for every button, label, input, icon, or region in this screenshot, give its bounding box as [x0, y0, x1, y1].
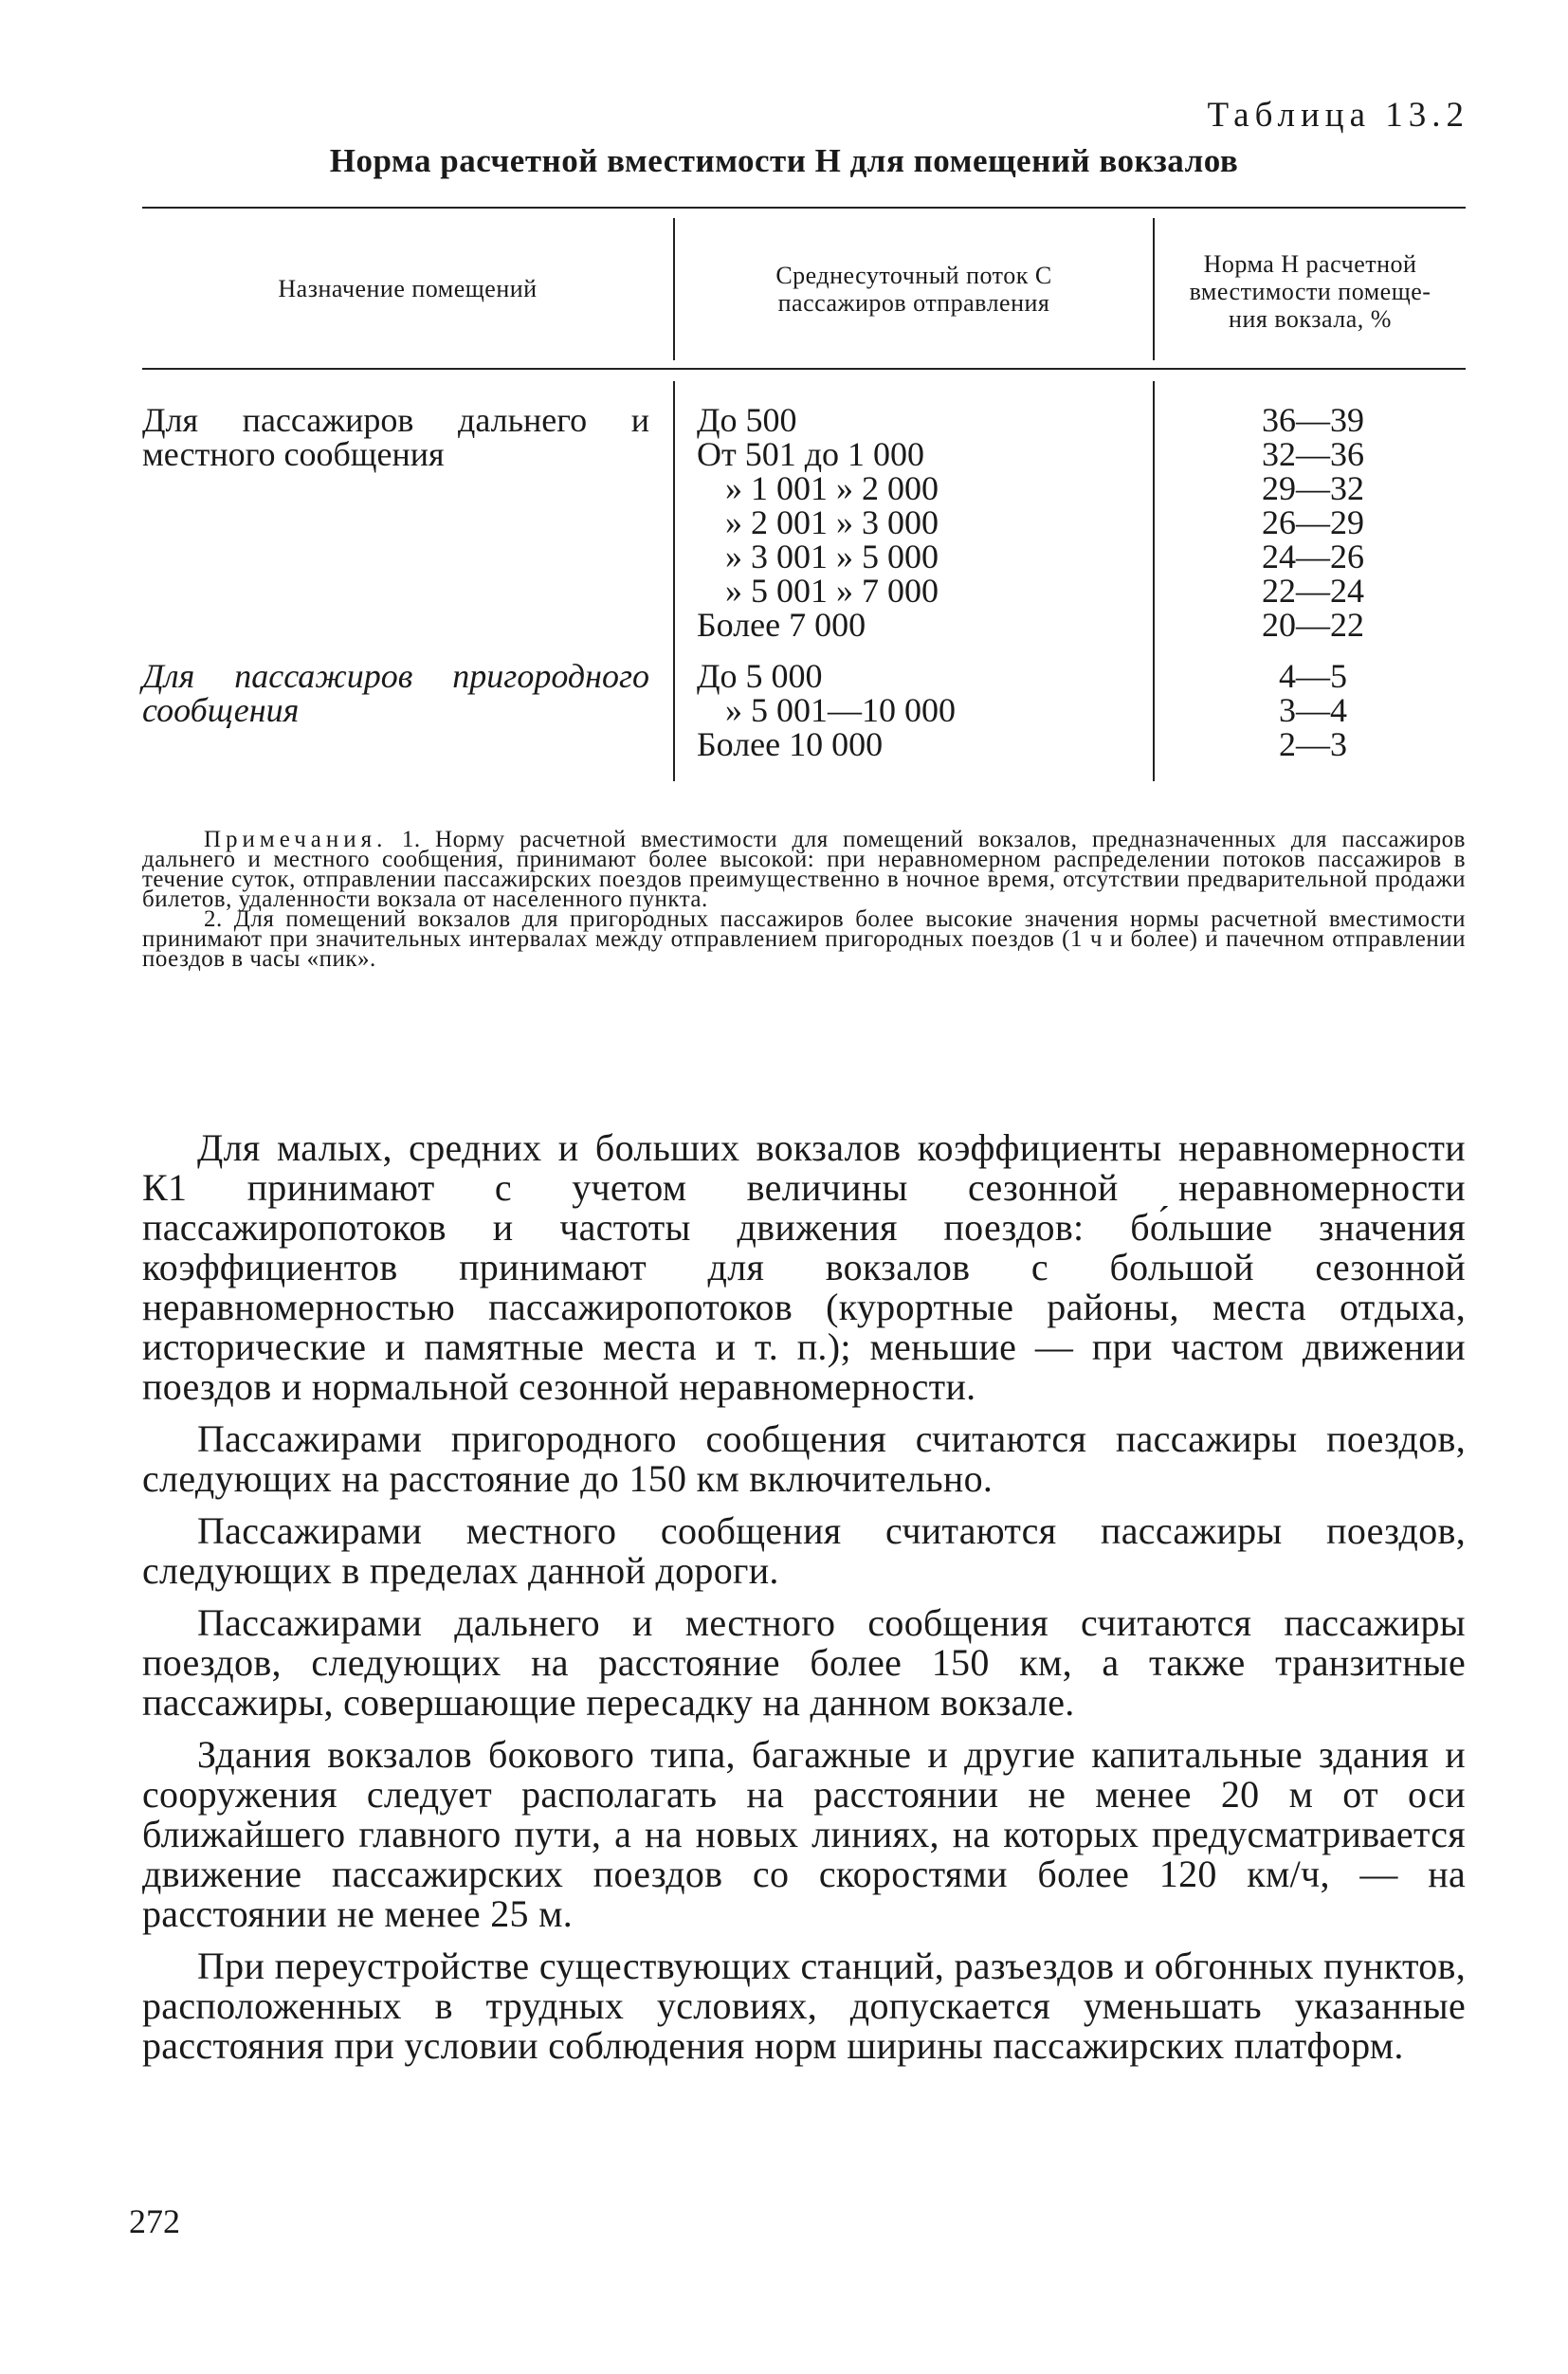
body-divider-2 — [1153, 381, 1155, 781]
table-row-suburban-norms: 4—5 3—4 2—3 — [1279, 657, 1347, 763]
page-number: 272 — [129, 2202, 180, 2240]
table-row-suburban-purpose: Для пассажиров пригородного сообщения — [142, 657, 649, 729]
table-row-suburban-flows: До 5 000 » 5 001—10 000 Более 10 000 — [697, 657, 956, 763]
header-purpose: Назначение помещений — [278, 275, 538, 302]
header-flow: Среднесуточный поток С пассажиров отправления — [775, 262, 1052, 317]
header-norm: Норма Н расчетной вместимости помеще- ния вокзала, % — [1189, 250, 1431, 333]
table-row-long-distance-flows: До 500 От 501 до 1 000 » 1 001 » 2 000 » 2 001 » 3 000 » 3 001 » 5 000 » 5 001 » 7 000 Более 7 000 — [697, 401, 939, 644]
paragraph: Здания вокзалов бокового типа, багажные и другие капитальные здания и сооружения следует располагать на расстоянии не менее 20 м от оси ближайшего главного пути, а на новых линиях, на которых предусматривается движение пассажирских поездов со скоростями более 120 км/ч, — на расстоянии не менее 25 м. — [142, 1733, 1466, 1935]
table-header-rule — [142, 368, 1466, 370]
table-top-rule — [142, 207, 1466, 209]
paragraph: При переустройстве существующих станций, разъездов и обгонных пунктов, расположенных в трудных условиях, допускается уменьшать указанные расстояния при условии соблюдения норм ширины пассажирских платформ. — [142, 1945, 1466, 2067]
table-row-long-distance-purpose: Для пассажиров дальнего и местного сообщения — [142, 401, 649, 473]
note-1: Примечания. 1. Норму расчетной вместимости для помещений вокзалов, предназначенных для пассажиров дальнего и местного сообщения, принимают более высокой: при неравномерном распределении потоков пассажиров в течение суток, отправлении пассажирских поездов преимущественно в ночное время, отсутствии предварительной продажи билетов, удаленности вокзала от населенного пункта. — [142, 827, 1466, 912]
paragraph: Для малых, средних и больших вокзалов коэффициенты неравномерности К1 принимают с учетом величины сезонной неравномерности пассажиропотоков и частоты движения поездов: бо́льшие значения коэффициентов принимают для вокзалов с большой сезонной неравномерностью пассажиропотоков (курортные районы, места отдыха, исторические и памятные места и т. п.); меньшие — при частом движении поездов и нормальной сезонной неравномерности. — [142, 1126, 1466, 1408]
paragraph: Пассажирами дальнего и местного сообщения считаются пассажиры поездов, следующих на расстояние более 150 км, а также транзитные пассажиры, совершающие пересадку на данном вокзале. — [142, 1601, 1466, 1724]
note-2: 2. Для помещений вокзалов для пригородных пассажиров более высокие значения нормы расчетной вместимости принимают при значительных интервалах между отправлением пригородных поездов (1 ч и более) и пачечном отправлении поездов в часы «пик». — [142, 906, 1466, 972]
paragraph: Пассажирами местного сообщения считаются пассажиры поездов, следующих в пределах данной дороги. — [142, 1509, 1466, 1592]
table-title: Норма расчетной вместимости Н для помещений вокзалов — [329, 142, 1239, 179]
table-notes — [142, 827, 1466, 972]
body-text — [142, 1128, 1466, 2078]
body-divider-1 — [673, 381, 675, 781]
table-number: Таблица 13.2 — [1207, 96, 1469, 135]
notes-label: Примечания. — [204, 827, 388, 852]
table-row-long-distance-norms: 36—39 32—36 29—32 26—29 24—26 22—24 20—22 — [1262, 401, 1364, 644]
paragraph: Пассажирами пригородного сообщения считаются пассажиры поездов, следующих на расстояние до 150 км включительно. — [142, 1417, 1466, 1500]
